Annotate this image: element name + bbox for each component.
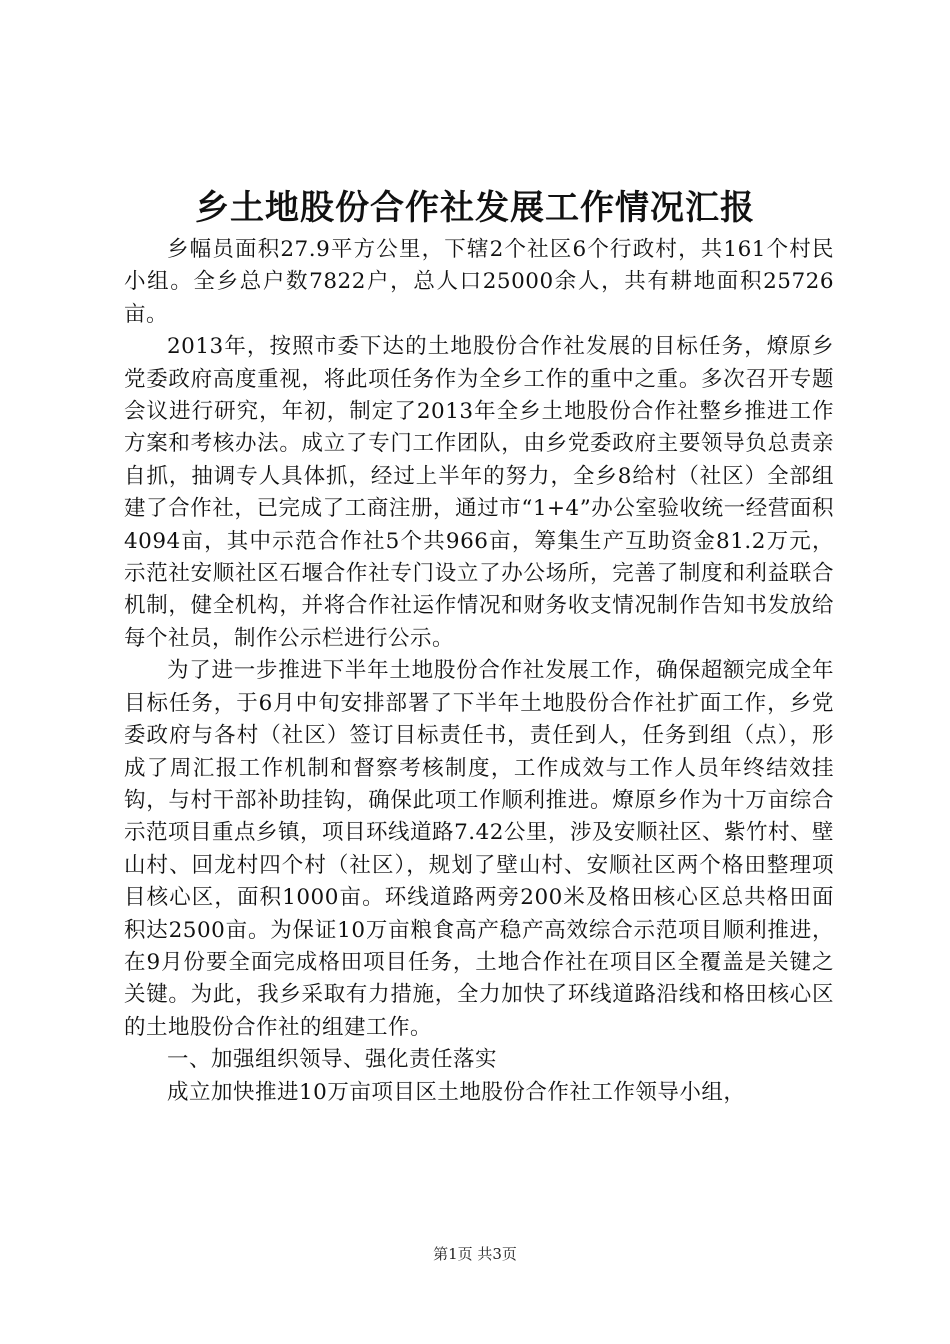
paragraph-overview: 乡幅员面积27.9平方公里，下辖2个社区6个行政村，共161个村民小组。全乡总户数7822户，总人口25000余人，共有耕地面积25726亩。	[124, 237, 834, 327]
document-title: 乡土地股份合作社发展工作情况汇报	[195, 188, 755, 228]
paragraph-2013-progress: 2013年，按照市委下达的土地股份合作社发展的目标任务，燎原乡党委政府高度重视，将此项任务作为全乡工作的重中之重。多次召开专题会议进行研究，年初，制定了2013年全乡土地股份合作社整乡推进工作方案和考核办法。成立了专门工作团队，由乡党委政府主要领导负总责亲自抓，抽调专人具体抓，经过上半年的努力，全乡8给村（社区）全部组建了合作社，已完成了工商注册，通过市“1+4”办公室验收统一经营面积4094亩，其中示范合作社5个共966亩，筹集生产互助资金81.2万元，示范社安顺社区石堰合作社专门设立了办公场所，完善了制度和利益联合机制，健全机构，并将合作社运作情况和财务收支情况制作告知书发放给每个社员，制作公示栏进行公示。	[124, 334, 834, 651]
section-heading: 一、加强组织领导、强化责任落实	[167, 1047, 498, 1073]
paragraph-second-half-plan: 为了进一步推进下半年土地股份合作社发展工作，确保超额完成全年目标任务，于6月中旬安排部署了下半年土地股份合作社扩面工作，乡党委政府与各村（社区）签订目标责任书，责任到人，任务到组（点），形成了周汇报工作机制和督察考核制度，工作成效与工作人员年终结效挂钩，与村干部补助挂钩，确保此项工作顺利推进。燎原乡作为十万亩综合示范项目重点乡镇，项目环线道路7.42公里，涉及安顺社区、紫竹村、壁山村、回龙村四个村（社区），规划了壁山村、安顺社区两个格田整理项目核心区，面积1000亩。环线道路两旁200米及格田核心区总共格田面积达2500亩。为保证10万亩粮食高产稳产高效综合示范项目顺利推进，在9月份要全面完成格田项目任务，土地合作社在项目区全覆盖是关键之关键。为此，我乡采取有力措施，全力加快了环线道路沿线和格田核心区的土地股份合作社的组建工作。	[124, 658, 834, 1040]
paragraph-leadership-group: 成立加快推进10万亩项目区土地股份合作社工作领导小组，	[167, 1079, 746, 1105]
page-indicator: 第1页 共3页	[433, 1245, 517, 1263]
document-body	[124, 234, 834, 1109]
